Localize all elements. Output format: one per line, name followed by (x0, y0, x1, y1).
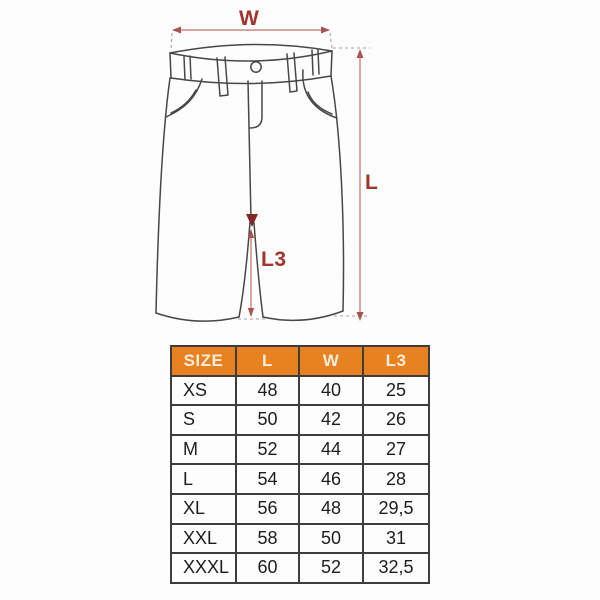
w-value: 48 (299, 494, 363, 524)
size-value: S (171, 405, 236, 435)
dashed-guides (171, 33, 370, 319)
table-row (171, 464, 429, 494)
table-row (171, 553, 429, 583)
button (251, 62, 261, 72)
table-row (171, 435, 429, 465)
header-row (171, 346, 429, 376)
w-arrowhead-right (321, 27, 330, 34)
l3-value: 25 (363, 376, 429, 406)
l-value: 48 (236, 376, 299, 406)
inseam-measure-label: L3 (261, 248, 287, 271)
l-value: 50 (236, 405, 299, 435)
column-header-size: SIZE (171, 346, 236, 376)
l3-value: 29,5 (363, 494, 429, 524)
shorts-outline (156, 44, 344, 321)
crotch-marker (246, 214, 258, 227)
right-pocket-inner-curve (308, 92, 332, 114)
width-measure-label: W (239, 7, 260, 30)
left-inseam (239, 222, 250, 317)
size-value: XXXL (171, 553, 236, 583)
w-value: 46 (299, 464, 363, 494)
right-hem (263, 311, 343, 320)
size-value: XS (171, 376, 236, 406)
l-value: 56 (236, 494, 299, 524)
size-value: XXL (171, 524, 236, 554)
w-value: 40 (299, 376, 363, 406)
table-row (171, 524, 429, 554)
left-pocket-inner-curve (171, 90, 196, 113)
size-value: XL (171, 494, 236, 524)
length-measure-label: L (365, 171, 379, 194)
w-right-guide (330, 33, 332, 48)
l-value: 60 (236, 553, 299, 583)
l3-value: 26 (363, 405, 429, 435)
w-arrowhead-left (172, 27, 181, 34)
l-arrowhead-top (357, 49, 364, 58)
size-value: L (171, 464, 236, 494)
size-table (170, 345, 430, 584)
w-value: 44 (299, 435, 363, 465)
l3-value: 27 (363, 435, 429, 465)
right-outer-seam (331, 76, 344, 311)
l-arrowhead-bottom (357, 312, 364, 321)
w-value: 42 (299, 405, 363, 435)
size-table-body (171, 376, 429, 583)
measure-lines (173, 30, 360, 319)
waistband-front-top-edge (170, 51, 332, 61)
left-pocket-curve (166, 79, 202, 117)
waistband-right-end (331, 51, 332, 76)
waistband-back-top-edge (170, 44, 332, 53)
waistband-left-end (170, 53, 171, 78)
arrowheads (172, 27, 364, 322)
size-table-header (171, 346, 429, 376)
fly-placket-stitch (250, 81, 262, 128)
belt-loop (184, 56, 191, 80)
table-row (171, 494, 429, 524)
l-value: 54 (236, 464, 299, 494)
fly-center-line (248, 81, 251, 219)
w-value: 52 (299, 553, 363, 583)
left-hem (156, 313, 239, 321)
belt-loop (217, 57, 228, 96)
l3-value: 32,5 (363, 553, 429, 583)
left-outer-seam (156, 78, 170, 313)
l-value: 58 (236, 524, 299, 554)
column-header-w: W (299, 346, 363, 376)
column-header-l3: L3 (363, 346, 429, 376)
waistband-bottom-edge (171, 76, 331, 84)
w-left-guide (171, 33, 172, 50)
column-header-l: L (236, 346, 299, 376)
table-row (171, 405, 429, 435)
table-row (171, 376, 429, 406)
size-value: M (171, 435, 236, 465)
l3-arrowhead-bottom (248, 308, 254, 317)
l3-value: 31 (363, 524, 429, 554)
l-value: 52 (236, 435, 299, 465)
l3-value: 28 (363, 464, 429, 494)
w-value: 50 (299, 524, 363, 554)
belt-loop (312, 50, 319, 75)
